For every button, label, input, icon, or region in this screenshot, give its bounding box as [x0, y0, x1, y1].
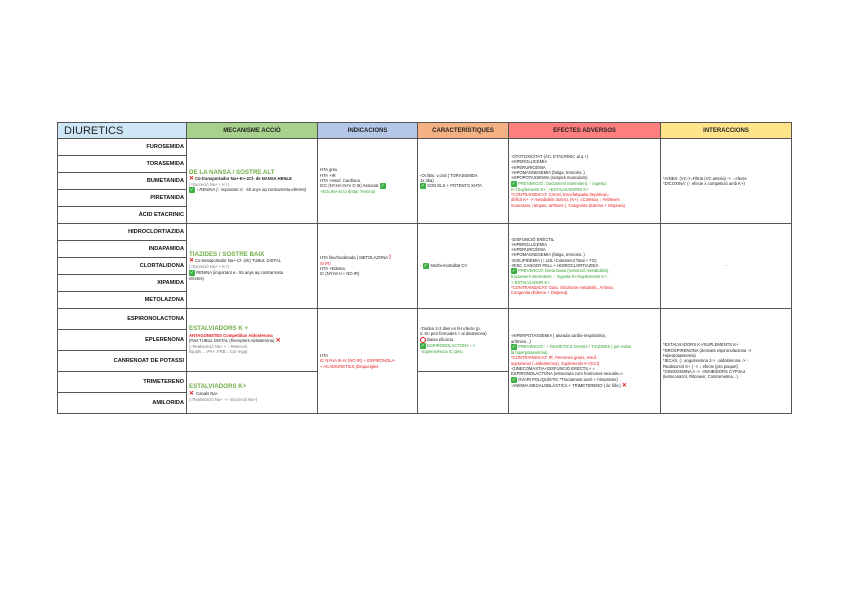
col-caracteristiques: CARACTERÍSTIQUES	[418, 123, 509, 139]
circle-icon	[420, 337, 426, 343]
group-heading: DE LA NANSA / SOSTRE ALT	[189, 168, 275, 176]
caracteristiques-cell: -Tarden 2-3 dies en fer efecte (p. s: Sn prot formades + al diosterona) Baixa eficàcia ✓ ESPIRONOLACTONA --> ↑supervivència IC greu	[418, 309, 509, 372]
check-icon: ✓	[380, 183, 385, 190]
check-icon: ✓	[420, 183, 426, 190]
check-icon: ✓	[420, 342, 426, 349]
col-efectes: EFECTES ADVERSOS	[509, 123, 661, 139]
drug-name: ESPIRONOLACTONA	[58, 309, 187, 330]
drug-name: EPLERENONA	[58, 330, 187, 351]
check-icon: ✓	[511, 180, 517, 187]
drug-name: METOLAZONA	[58, 292, 187, 309]
interaccions-cell: *AINES: (VC->↓Filtrat (VC arteria) -> ↓ efecte *DICOXINA: (↑ efecte x competició amb K+)	[661, 139, 792, 224]
interaccions-cell: -	[661, 224, 792, 309]
caracteristiques-cell	[418, 372, 509, 414]
check-icon: ✓	[511, 268, 517, 275]
check-icon: ✓	[189, 269, 195, 276]
check-icon: ✓	[511, 376, 517, 383]
table-row	[58, 309, 792, 330]
indicacions-cell: HTA IC NYHA III-IV (NO IR) + ESPIRONOLA- + ACADIURETICS (bloqueigles	[318, 309, 418, 414]
mecanisme-cell: TIAZIDES / SOSTRE BAIX ✕Co-transportador Na+-Cl- (nk) TUBUL DISTAL (↑Excreció Na+ + K+) ✓ RENINA (important a - 55 anys aq contrarresta efectes)	[187, 224, 318, 309]
cross-icon: ✕	[621, 382, 627, 389]
drug-name: CANRENOAT DE POTASSI	[58, 351, 187, 372]
cross-icon: ✕	[189, 176, 195, 183]
mecanisme-cell: ESTALVIADORS K + ANTAGONISTES Competitius Aldosterona (Part TUBUL DISTAL (Receptors Aldosterona) ✕ (↓Reabsorció Na+ + ↓ Retenció líquids→↓PA+↓FRB→Cor rega)	[187, 309, 318, 372]
indicacions-cell: HTA lleu/moderada ( METOLAZONA ! SI IR) HTA +Edema IC (NYHA II + NO IR)	[318, 224, 418, 309]
drug-name: XIPAMIDA	[58, 275, 187, 292]
mecanisme-cell: ESTALVIADORS K+ ✕ Canals Na+ (↓Reabsorció Na+ -> ↑Excreció Na+)	[187, 372, 318, 414]
header-row	[58, 123, 792, 139]
check-icon: ✓	[511, 344, 517, 351]
drug-name: ÀCID ETACRINIC	[58, 207, 187, 224]
mecanisme-cell: DE LA NANSA / SOSTRE ALT ✕Co-transportador Na+-K+-2Cl- de NANSA HENLE (↑Excreció Na+ + K+) ✓ ↑ RENINA (↑ important si - 55 anys aq contrarresta efectes)	[187, 139, 318, 224]
col-interaccions: INTERACCIONS	[661, 123, 792, 139]
warning-icon: !	[388, 254, 391, 261]
col-indicacions: INDICACIONS	[318, 123, 418, 139]
drug-name: TORASEMIDA	[58, 156, 187, 173]
drug-name: INDAPAMIDA	[58, 241, 187, 258]
table-row	[58, 139, 792, 156]
efectes-cell: -OTOTOXICITAT (ÀC. ETACRÍNIC al q +) -HIPERGLUCÈMIA -HIPERURICÈMIA -HIPOMAGNESEMIA (fatiga, tremolor..) -HIPOPOTASSEMIA (rampes musculars) ✓ PREVENCIÓ : tractament intermitent, ↑ ingesta K+/Suplements K+, +ESTALVIADORS K+ *CONTRAINDICAT: Cirrosi, Encefalopatia hepàtica(= dèficit K+ -> metabolitis tòxics), (K+) ↓(Colèsia) ↓ Febleses musculars, rampes, arítmies ), Cangenita (Edema + Dispnea)	[509, 139, 661, 224]
caracteristiques-cell: - ✓ -Morbi-mortalitat CV	[418, 224, 509, 309]
drug-name: CLORTALIDONA	[58, 258, 187, 275]
drug-name: PIRETANIDA	[58, 190, 187, 207]
group-heading: TIAZIDES / SOSTRE BAIX	[189, 250, 265, 258]
efectes-cell: -DISFUNCIÓ ERÈCTIL -HIPERGLUCÈMIA -HIPERURICÈMIA -HIPOMAGNESEMIA (fatiga, tremolor..) -DISLIPIDÈMIA (↑ LDL+Colesterol Total + TG) -RISC CANCER PELL + HIDROCLORTIAZIDA ✓ PREVENCIÓ: Dieta baixa (restricció metabolitis), tractament intermitent, ↑ ingesta K+/Suplements K+, + ESTALVIADOR K+ *CONTRAINDICAT: Gota, Síndrome metabòlic, Arítmia, Congenita (Edema + Dispnea)	[509, 224, 661, 309]
drug-name: FUROSEMIDA	[58, 139, 187, 156]
drug-name: BUMETANIDA	[58, 173, 187, 190]
diuretics-table	[57, 122, 792, 414]
indicacions-cell: HTA greu HTA +IR HTA +Insuf. Cardíaca ICC (NYHA III-IV O III) Associat ✓ +EGLINA-B (o dmtar Trenina)	[318, 139, 418, 224]
check-icon: ✓	[423, 263, 428, 269]
cross-icon: ✕	[189, 258, 195, 265]
group-heading: ESTALVIADORS K+	[189, 383, 247, 391]
drug-name: TRIMETERENO	[58, 372, 187, 393]
table-row	[58, 224, 792, 241]
cross-icon: ✕	[275, 338, 281, 345]
interaccions-cell: *ESTALVIADORS K+/SUPLEMENTS K+ *DROSPIRENONA (derivats espironolactona -> Hiperpotassemia) *IECAS, (↓ angiotensina 2-> ↓aldosterona -> ↑ Reabsorció K+ ) -> ↓ efecte (pro poquet) *GINGKOMINA A -> ↑INHIBIDORS CYP3A4 (ketoconazol, Ritonavir, Contrometina...)	[661, 309, 792, 414]
col-mecanisme: MECANISME ACCIÓ	[187, 123, 318, 139]
check-icon: ✓	[189, 187, 195, 194]
caracteristiques-cell: -Or./iBo. v.oral ( TORASEMIDA 1x /dia) ✓ SON ELS + POTENTS XHTA	[418, 139, 509, 224]
group-heading: ESTALVIADORS K +	[189, 325, 249, 333]
table-title: DIURETICS	[58, 123, 187, 139]
drug-name: HIDROCLORTIAZIDA	[58, 224, 187, 241]
drug-name: AMILORIDA	[58, 393, 187, 414]
cross-icon: ✕	[189, 390, 195, 397]
efectes-cell: -HIPERPOTASSEMIA ( aturada cardio-respiratòria, arítmies...) ✓ PREVENCIÓ : + DIURETICS NANSA / TIAZIDES ( per evitar la hiperpotassèmia) *CONTRAINDICAT: IR, Persones grans, Insuf. suprarenal (↓aldosterona), Suplements K+(KCl) -GINECOMASTIA+DISFUNCIÓ ERÈCTIL+ = ESPIRONOLACTONA (estructura com hormones sexuals=> ✓ OVARI POLIQUÍSTIC *Tractament acné + hirsutisme) -ANEMIA MEGALOBLÀSTICA + TRIMETERENO ( àc fòlic) ✕	[509, 309, 661, 414]
